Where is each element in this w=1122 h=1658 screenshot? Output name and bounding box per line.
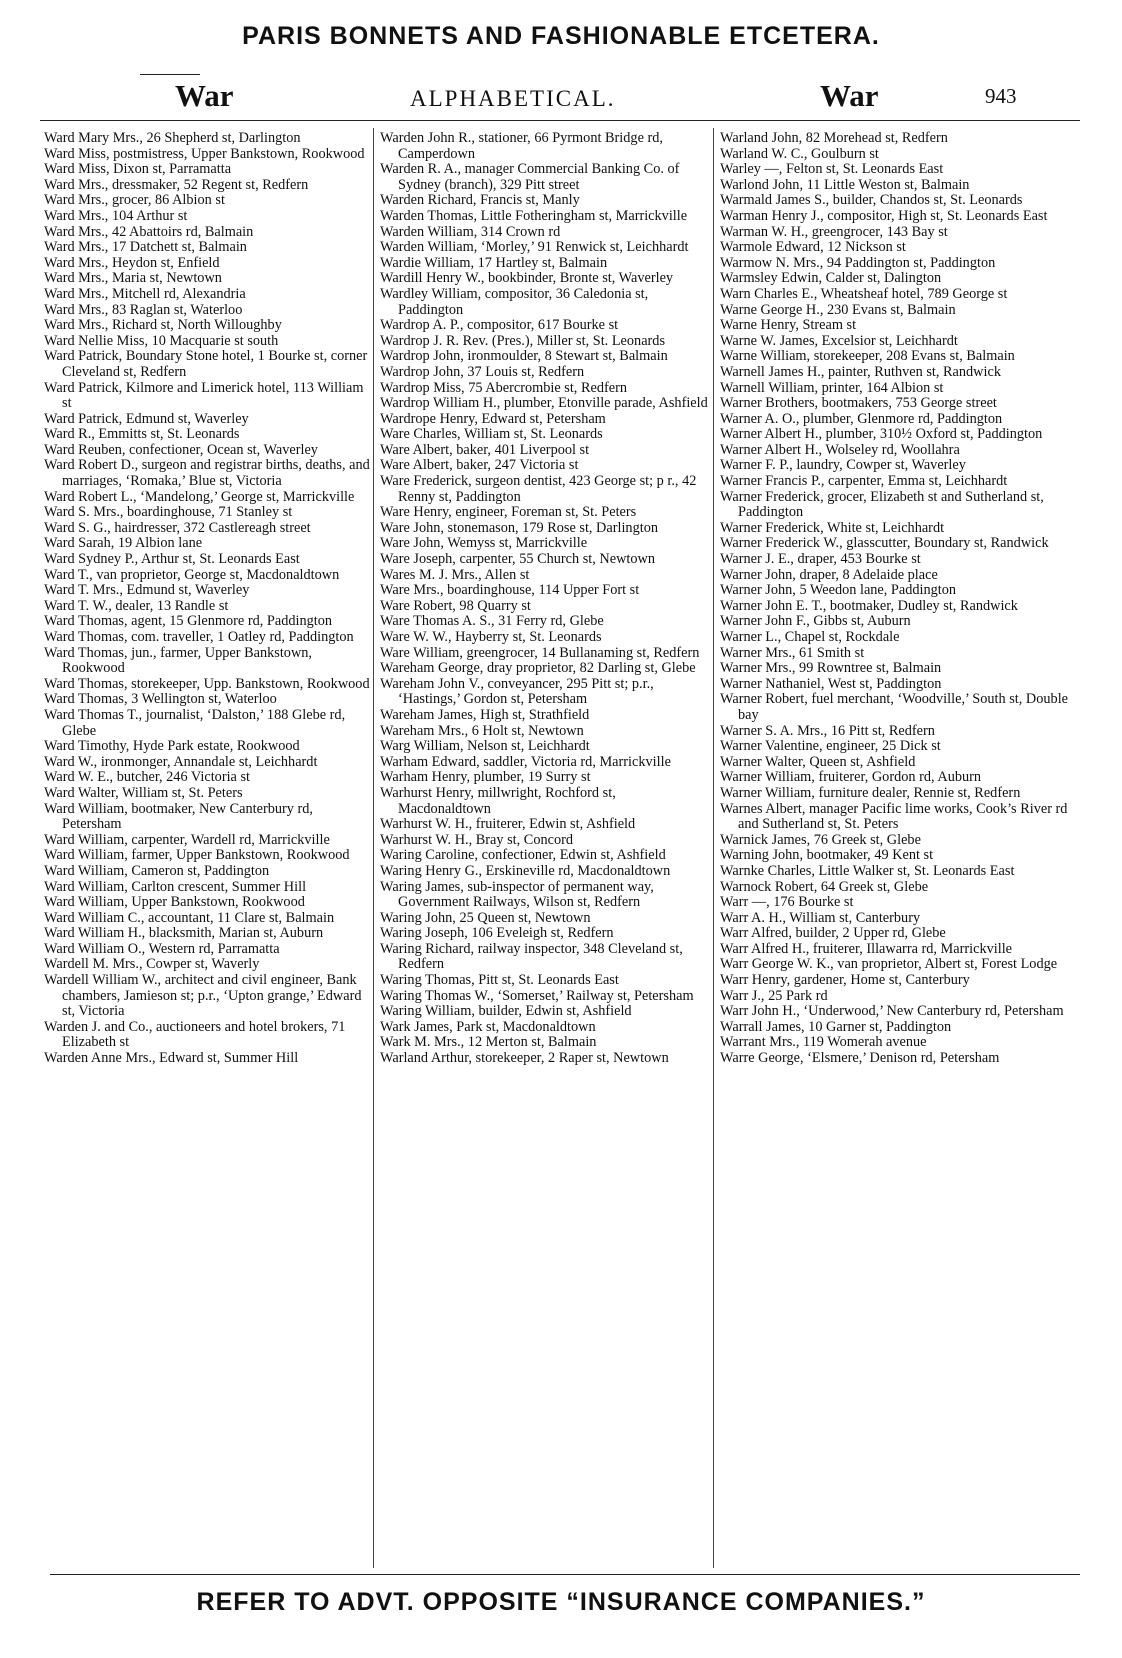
directory-entry: Waring James, sub-inspector of permanent way, Government Railways, Wilson st, Redfern (380, 878, 654, 911)
page-number: 943 (985, 84, 1017, 108)
directory-entry: Ware Charles, William st, St. Leonards (380, 426, 603, 443)
directory-entry: Warner Frederick, White st, Leichhardt (720, 519, 945, 536)
directory-entry: Ward Patrick, Boundary Stone hotel, 1 Bourke st, corner Cleveland st, Redfern (44, 348, 368, 380)
directory-entry: Ward S. Mrs., boardinghouse, 71 Stanley st (44, 504, 293, 521)
directory-entry: Warner A. O., plumber, Glenmore rd, Paddington (720, 410, 1003, 427)
directory-entry: Ware W. W., Hayberry st, St. Leonards (380, 629, 602, 645)
directory-entry: Ward Mrs., 42 Abattoirs rd, Balmain (44, 223, 254, 240)
directory-entry: Warman W. H., greengrocer, 143 Bay st (720, 223, 948, 240)
directory-entry: Ward Robert L., ‘Mandelong,’ George st, Marrickville (44, 488, 355, 505)
directory-entry: Ward Mrs., 17 Datchett st, Balmain (44, 239, 247, 256)
directory-entry: Waring John, 25 Queen st, Newtown (380, 909, 591, 926)
directory-entry: Ward Mrs., Mitchell rd, Alexandria (44, 285, 246, 302)
directory-entry: Wardrope Henry, Edward st, Petersham (380, 410, 606, 427)
directory-entry: Ward S. G., hairdresser, 372 Castlereagh street (44, 519, 311, 536)
directory-entry: Ward R., Emmitts st, St. Leonards (44, 426, 240, 443)
directory-entry: Wareham John V., conveyancer, 295 Pitt st; p.r., ‘Hastings,’ Gordon st, Petersham (380, 675, 654, 708)
directory-entry: Warne William, storekeeper, 208 Evans st, Balmain (720, 348, 1015, 365)
directory-entry: Ward Mrs., 104 Arthur st (44, 207, 188, 224)
column-divider-2 (713, 128, 714, 1568)
directory-entry: Ward T., van proprietor, George st, Macdonaldtown (44, 566, 340, 583)
directory-entry: Waring William, builder, Edwin st, Ashfield (380, 1003, 632, 1020)
directory-entry: Warhurst Henry, millwright, Rochford st, Macdonaldtown (380, 784, 616, 817)
directory-entry: Waring Thomas W., ‘Somerset,’ Railway st, Petersham (380, 987, 694, 1004)
directory-entry: Warnke Charles, Little Walker st, St. Leonards East (720, 862, 1015, 879)
directory-entry: Ward Mrs., Richard st, North Willoughby (44, 317, 282, 334)
directory-entry: Wardell M. Mrs., Cowper st, Waverly (44, 956, 260, 973)
header-right-guide: War (820, 78, 879, 113)
directory-entry: Warden John R., stationer, 66 Pyrmont Bridge rd, Camperdown (380, 130, 663, 162)
directory-entry: Warne W. James, Excelsior st, Leichhardt (720, 332, 958, 349)
directory-entry: Ward Mrs., grocer, 86 Albion st (44, 192, 225, 209)
directory-entry: Ward Walter, William st, St. Peters (44, 784, 243, 801)
directory-entry: Ward William H., blacksmith, Marian st, Auburn (44, 925, 324, 942)
directory-entry: Ward Sydney P., Arthur st, St. Leonards East (44, 551, 300, 568)
directory-entry: Ware Henry, engineer, Foreman st, St. Peters (380, 504, 637, 521)
directory-entry: Ward William, Cameron st, Paddington (44, 862, 270, 879)
directory-entry: Ward Reuben, confectioner, Ocean st, Waverley (44, 441, 318, 458)
directory-entry: Warden Anne Mrs., Edward st, Summer Hill (44, 1050, 299, 1067)
directory-entry: Ward Mrs., 83 Raglan st, Waterloo (44, 301, 243, 318)
column-divider-1 (373, 128, 374, 1568)
directory-entry: Wareham George, dray proprietor, 82 Darling st, Glebe (380, 660, 696, 677)
directory-entry: Ware William, greengrocer, 14 Bullanaming st, Redfern (380, 644, 700, 661)
directory-entry: Warner Brothers, bootmakers, 753 George street (720, 395, 997, 412)
header-rule-left-top (140, 74, 200, 75)
directory-entry: Warner John E. T., bootmaker, Dudley st, Randwick (720, 597, 1018, 614)
directory-entry: Warne George H., 230 Evans st, Balmain (720, 301, 956, 318)
directory-entry: Warner Francis P., carpenter, Emma st, Leichhardt (720, 473, 1008, 490)
directory-entry: Ware Thomas A. S., 31 Ferry rd, Glebe (380, 613, 604, 630)
directory-entry: Ward Mrs., dressmaker, 52 Regent st, Redfern (44, 176, 309, 193)
directory-entry: Warnell James H., painter, Ruthven st, Randwick (720, 363, 1001, 380)
directory-entry: Ward Thomas, storekeeper, Upp. Bankstown, Rookwood (44, 675, 370, 692)
directory-entry: Warnell William, printer, 164 Albion st (720, 379, 944, 396)
directory-entry: Warner Mrs., 99 Rowntree st, Balmain (720, 660, 942, 677)
directory-entry: Warner Nathaniel, West st, Paddington (720, 675, 942, 692)
directory-entry: Warner Frederick W., glasscutter, Boundary st, Randwick (720, 535, 1049, 552)
directory-entry: Wardrop John, 37 Louis st, Redfern (380, 363, 585, 380)
directory-entry: Warner L., Chapel st, Rockdale (720, 629, 900, 645)
directory-entry: Wardley William, compositor, 36 Caledonia st, Paddington (380, 285, 649, 318)
directory-entry: Warden Richard, Francis st, Manly (380, 192, 580, 209)
directory-entry: Ward Patrick, Kilmore and Limerick hotel, 113 William st (44, 379, 364, 412)
directory-entry: Ward T. W., dealer, 13 Randle st (44, 597, 229, 614)
directory-entry: Ward Timothy, Hyde Park estate, Rookwood (44, 738, 300, 755)
directory-entry: Warnes Albert, manager Pacific lime works, Cook’s River rd and Sutherland st, St. Peters (720, 800, 1068, 833)
directory-entry: Warn Charles E., Wheatsheaf hotel, 789 George st (720, 285, 1008, 302)
header-left-guide: War (175, 78, 234, 113)
directory-entry: Warhurst W. H., fruiterer, Edwin st, Ashfield (380, 816, 636, 833)
directory-entry: Warmald James S., builder, Chandos st, St. Leonards (720, 192, 1023, 209)
directory-entry: Ward Sarah, 19 Albion lane (44, 535, 203, 552)
directory-entry: Warley —, Felton st, St. Leonards East (720, 161, 944, 178)
directory-entry: Warnock Robert, 64 Greek st, Glebe (720, 878, 929, 895)
directory-entry: Ward Mary Mrs., 26 Shepherd st, Darlington (44, 130, 301, 146)
directory-entry: Warland John, 82 Morehead st, Redfern (720, 130, 948, 146)
directory-entry: Warner William, fruiterer, Gordon rd, Auburn (720, 769, 982, 786)
directory-entry: Warham Edward, saddler, Victoria rd, Marrickville (380, 753, 671, 770)
directory-entry: Ward William, carpenter, Wardell rd, Marrickville (44, 831, 330, 848)
directory-entry: Warrall James, 10 Garner st, Paddington (720, 1018, 952, 1035)
directory-column-3 (720, 131, 1080, 1067)
directory-entry: Ware Robert, 98 Quarry st (380, 597, 531, 614)
directory-entry: Wark James, Park st, Macdonaldtown (380, 1018, 596, 1035)
directory-entry: Wardrop J. R. Rev. (Pres.), Miller st, St. Leonards (380, 332, 666, 349)
directory-entry: Warner William, furniture dealer, Rennie st, Redfern (720, 784, 1021, 801)
directory-entry: Warden Thomas, Little Fotheringham st, Marrickville (380, 207, 688, 224)
directory-entry: Ward William O., Western rd, Parramatta (44, 940, 280, 957)
directory-entry: Warr Alfred H., fruiterer, Illawarra rd, Marrickville (720, 940, 1013, 957)
directory-entry: Warmole Edward, 12 Nickson st (720, 239, 906, 256)
directory-entry: Ware Albert, baker, 401 Liverpool st (380, 441, 590, 458)
directory-column-2 (380, 131, 710, 1067)
directory-entry: Ward William C., accountant, 11 Clare st, Balmain (44, 909, 335, 926)
directory-entry: Ware Albert, baker, 247 Victoria st (380, 457, 579, 474)
directory-entry: Warner Robert, fuel merchant, ‘Woodville,’ South st, Double bay (720, 691, 1069, 723)
directory-entry: Warden R. A., manager Commercial Banking Co. of Sydney (branch), 329 Pitt street (380, 161, 680, 193)
directory-entry: Ward W. E., butcher, 246 Victoria st (44, 769, 251, 786)
directory-entry: Wardell William W., architect and civil engineer, Bank chambers, Jamieson st; p.r., ‘Upton grange,’ Edward st, Victoria (44, 972, 362, 1020)
directory-entry: Ward William, Carlton crescent, Summer Hill (44, 878, 307, 895)
directory-entry: Ward Thomas, agent, 15 Glenmore rd, Paddington (44, 613, 333, 630)
directory-entry: Wardill Henry W., bookbinder, Bronte st, Waverley (380, 270, 674, 287)
directory-entry: Ward Thomas, jun., farmer, Upper Bankstown, Rookwood (44, 644, 313, 677)
directory-entry: Ward Miss, Dixon st, Parramatta (44, 161, 232, 178)
directory-entry: Ware John, Wemyss st, Marrickville (380, 535, 588, 552)
directory-entry: Wardrop Miss, 75 Abercrombie st, Redfern (380, 379, 628, 396)
directory-entry: Warr John H., ‘Underwood,’ New Canterbury rd, Petersham (720, 1003, 1064, 1020)
directory-entry: Warning John, bootmaker, 49 Kent st (720, 847, 934, 864)
directory-entry: Warg William, Nelson st, Leichhardt (380, 738, 590, 755)
directory-entry: Ware Joseph, carpenter, 55 Church st, Newtown (380, 551, 655, 568)
directory-entry: Warlond John, 11 Little Weston st, Balmain (720, 176, 970, 193)
directory-entry: Warr A. H., William st, Canterbury (720, 909, 921, 926)
directory-entry: Warr Henry, gardener, Home st, Canterbury (720, 972, 970, 989)
directory-entry: Warner Frederick, grocer, Elizabeth st and Sutherland st, Paddington (720, 488, 1044, 521)
directory-entry: Warr —, 176 Bourke st (720, 894, 854, 911)
directory-entry: Ward W., ironmonger, Annandale st, Leichhardt (44, 753, 318, 770)
directory-entry: Ward T. Mrs., Edmund st, Waverley (44, 582, 250, 599)
directory-entry: Warrant Mrs., 119 Womerah avenue (720, 1034, 927, 1051)
directory-entry: Ward William, bootmaker, New Canterbury rd, Petersham (44, 800, 314, 833)
directory-entry: Ward William, Upper Bankstown, Rookwood (44, 894, 305, 911)
directory-entry: Wareham Mrs., 6 Holt st, Newtown (380, 722, 584, 739)
directory-entry: Warner F. P., laundry, Cowper st, Waverley (720, 457, 966, 474)
directory-entry: Warne Henry, Stream st (720, 317, 857, 334)
directory-entry: Waring Thomas, Pitt st, St. Leonards East (380, 972, 619, 989)
directory-entry: Warhurst W. H., Bray st, Concord (380, 831, 574, 848)
footer-rule (50, 1574, 1080, 1575)
directory-entry: Warland Arthur, storekeeper, 2 Raper st, Newtown (380, 1050, 669, 1067)
header-rule (40, 120, 1080, 121)
directory-entry: Wardie William, 17 Hartley st, Balmain (380, 254, 608, 271)
directory-entry: Ware Mrs., boardinghouse, 114 Upper Fort st (380, 582, 640, 599)
directory-entry: Warner John F., Gibbs st, Auburn (720, 613, 911, 630)
directory-entry: Ward Thomas, 3 Wellington st, Waterloo (44, 691, 277, 708)
directory-entry: Warner Albert H., plumber, 310½ Oxford st, Paddington (720, 426, 1043, 443)
directory-entry: Waring Caroline, confectioner, Edwin st, Ashfield (380, 847, 666, 864)
header-section-title: ALPHABETICAL. (410, 86, 616, 111)
directory-entry: Warner Mrs., 61 Smith st (720, 644, 865, 661)
directory-entry: Ware Frederick, surgeon dentist, 423 George st; p r., 42 Renny st, Paddington (380, 473, 697, 505)
directory-entry: Warham Henry, plumber, 19 Surry st (380, 769, 591, 786)
directory-entry: Ward Miss, postmistress, Upper Bankstown, Rookwood (44, 145, 365, 162)
directory-entry: Ware John, stonemason, 179 Rose st, Darlington (380, 519, 659, 536)
directory-entry: Warmsley Edwin, Calder st, Dalington (720, 270, 942, 287)
directory-entry: Warland W. C., Goulburn st (720, 145, 879, 162)
directory-entry: Warner Walter, Queen st, Ashfield (720, 753, 916, 770)
directory-entry: Ward Mrs., Heydon st, Enfield (44, 254, 220, 271)
directory-entry: Warr J., 25 Park rd (720, 987, 828, 1004)
directory-entry: Warmow N. Mrs., 94 Paddington st, Paddington (720, 254, 996, 271)
directory-entry: Warner S. A. Mrs., 16 Pitt st, Redfern (720, 722, 935, 739)
directory-entry: Ward Nellie Miss, 10 Macquarie st south (44, 332, 279, 349)
directory-entry: Warner Albert H., Wolseley rd, Woollahra (720, 441, 960, 458)
directory-entry: Waring Joseph, 106 Eveleigh st, Redfern (380, 925, 614, 942)
directory-column-1 (44, 131, 370, 1067)
directory-entry: Wares M. J. Mrs., Allen st (380, 566, 530, 583)
directory-entry: Warner J. E., draper, 453 Bourke st (720, 551, 921, 568)
directory-entry: Ward Thomas, com. traveller, 1 Oatley rd, Paddington (44, 629, 354, 645)
directory-entry: Warr George W. K., van proprietor, Albert st, Forest Lodge (720, 956, 1058, 973)
bottom-banner: REFER TO ADVT. OPPOSITE “INSURANCE COMPANIES.” (196, 1588, 926, 1616)
directory-entry: Wardrop A. P., compositor, 617 Bourke st (380, 317, 619, 334)
directory-entry: Waring Henry G., Erskineville rd, Macdonaldtown (380, 862, 671, 879)
directory-entry: Warnick James, 76 Greek st, Glebe (720, 831, 921, 848)
directory-entry: Wardrop William H., plumber, Etonville parade, Ashfield (380, 395, 708, 412)
directory-entry: Wareham James, High st, Strathfield (380, 706, 590, 723)
directory-entry: Warden William, ‘Morley,’ 91 Renwick st, Leichhardt (380, 239, 689, 256)
directory-entry: Wark M. Mrs., 12 Merton st, Balmain (380, 1034, 597, 1051)
directory-entry: Warden William, 314 Crown rd (380, 223, 561, 240)
directory-entry: Wardrop John, ironmoulder, 8 Stewart st, Balmain (380, 348, 668, 365)
top-banner: PARIS BONNETS AND FASHIONABLE ETCETERA. (242, 22, 880, 50)
directory-entry: Warner John, draper, 8 Adelaide place (720, 566, 938, 583)
directory-entry: Warr Alfred, builder, 2 Upper rd, Glebe (720, 925, 946, 942)
directory-entry: Ward Mrs., Maria st, Newtown (44, 270, 222, 287)
directory-entry: Warner Valentine, engineer, 25 Dick st (720, 738, 941, 755)
directory-entry: Ward William, farmer, Upper Bankstown, Rookwood (44, 847, 350, 864)
directory-entry: Ward Thomas T., journalist, ‘Dalston,’ 188 Glebe rd, Glebe (44, 706, 346, 739)
directory-entry: Warre George, ‘Elsmere,’ Denison rd, Petersham (720, 1050, 1000, 1067)
directory-entry: Warner John, 5 Weedon lane, Paddington (720, 582, 957, 599)
directory-entry: Ward Patrick, Edmund st, Waverley (44, 410, 249, 427)
directory-entry: Warman Henry J., compositor, High st, St. Leonards East (720, 207, 1048, 224)
directory-entry: Warden J. and Co., auctioneers and hotel brokers, 71 Elizabeth st (44, 1018, 346, 1051)
directory-entry: Ward Robert D., surgeon and registrar births, deaths, and marriages, ‘Romaka,’ Blue st, Victoria (44, 457, 370, 490)
directory-entry: Waring Richard, railway inspector, 348 Cleveland st, Redfern (380, 940, 683, 973)
